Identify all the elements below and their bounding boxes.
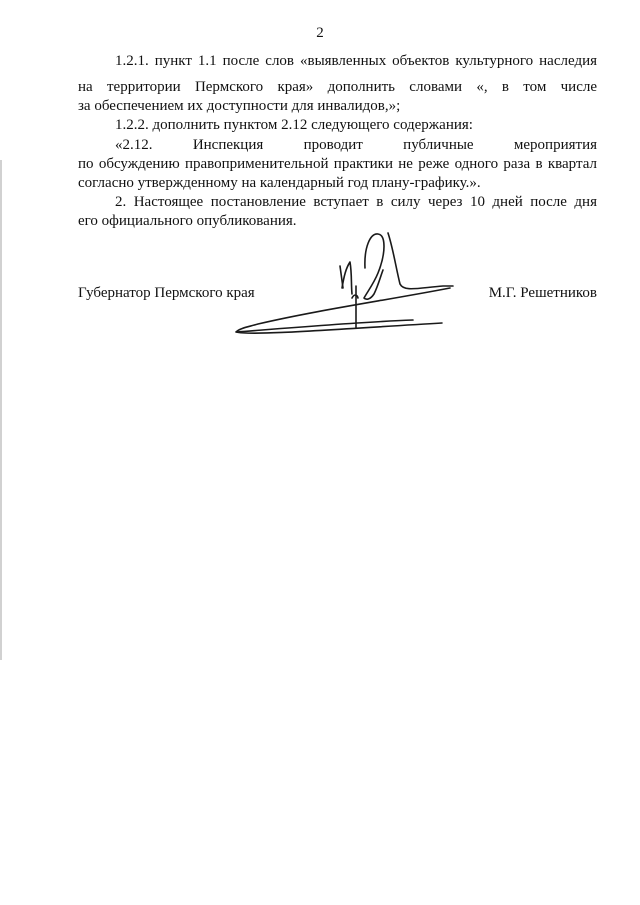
paragraph-1-line-1: 1.2.1. пункт 1.1 после слов «выявленных объектов культурного наследия bbox=[115, 53, 597, 69]
signatory-name: М.Г. Решетников bbox=[488, 285, 597, 301]
paragraph-3-line-3: согласно утвержденному на календарный год плану-графику.». bbox=[78, 175, 481, 191]
scan-edge bbox=[0, 160, 2, 660]
paragraph-1-line-3: за обеспечением их доступности для инвалидов,»; bbox=[78, 98, 401, 114]
paragraph-3-line-1: «2.12. Инспекция проводит публичные мероприятия bbox=[115, 137, 597, 153]
paragraph-4-line-2: его официального опубликования. bbox=[78, 213, 297, 229]
paragraph-3-line-2: по обсуждению правоприменительной практики не реже одного раза в квартал bbox=[78, 156, 597, 172]
handwritten-signature bbox=[228, 228, 458, 348]
signatory-title: Губернатор Пермского края bbox=[78, 285, 255, 301]
paragraph-1-line-2: на территории Пермского края» дополнить словами «, в том числе bbox=[78, 79, 597, 95]
page-number: 2 bbox=[316, 25, 324, 41]
paragraph-4-line-1: 2. Настоящее постановление вступает в силу через 10 дней после дня bbox=[115, 194, 597, 210]
paragraph-2-line-1: 1.2.2. дополнить пунктом 2.12 следующего содержания: bbox=[115, 117, 473, 133]
